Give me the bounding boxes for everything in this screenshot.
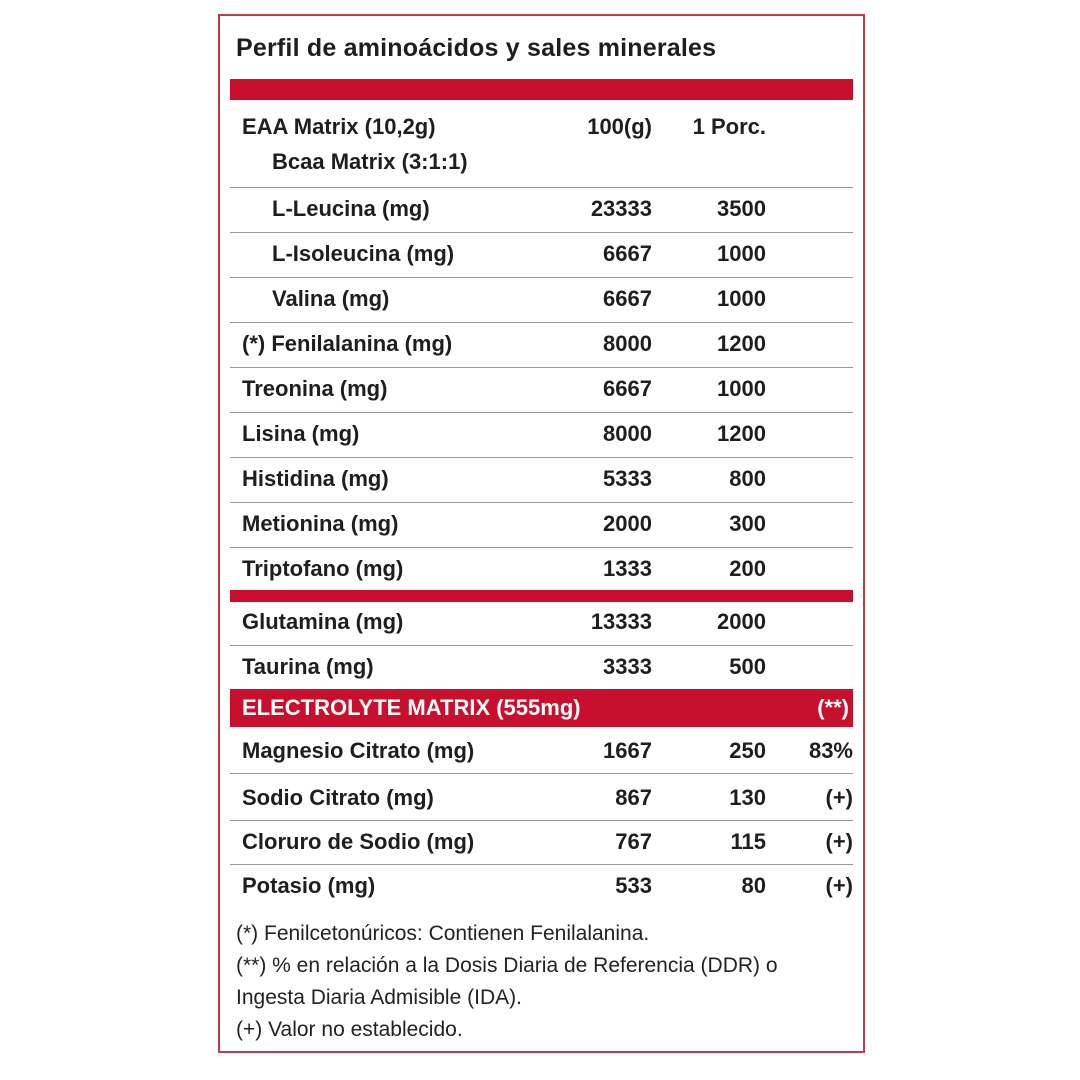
table-row (230, 864, 853, 908)
row-value-100g: 1333 (603, 556, 652, 581)
electrolyte-note-marker: (**) (817, 695, 849, 720)
header-col-100g: 100(g) (587, 114, 652, 139)
row-value-100g: 8000 (603, 331, 652, 356)
row-value-100g: 767 (615, 829, 652, 854)
table-row (230, 729, 853, 773)
table-row (230, 776, 853, 820)
table-row (230, 187, 853, 231)
row-name: L-Isoleucina (mg) (272, 241, 455, 266)
row-value-portion: 115 (730, 829, 766, 854)
row-value-100g: 6667 (603, 286, 652, 311)
row-value-100g: 23333 (590, 196, 652, 221)
row-divider (230, 773, 853, 774)
table-row (230, 322, 853, 366)
header-label: EAA Matrix (10,2g) (242, 114, 436, 139)
row-name: Treonina (mg) (242, 376, 388, 401)
table-row (230, 412, 853, 456)
header-col-portion: 1 Porc. (692, 114, 766, 139)
row-name: Triptofano (mg) (242, 556, 404, 581)
subheader-row (230, 144, 853, 180)
table-row (230, 457, 853, 501)
row-value-100g: 867 (615, 785, 652, 810)
row-value-ddr: (+) (825, 873, 853, 898)
row-name: Lisina (mg) (242, 421, 360, 446)
row-value-portion: 130 (729, 785, 766, 810)
row-name: Metionina (mg) (242, 511, 399, 536)
table-row (230, 367, 853, 411)
row-value-ddr: (+) (825, 785, 853, 810)
row-name: Magnesio Citrato (mg) (242, 738, 475, 763)
nutrition-panel (218, 14, 865, 1053)
row-value-portion: 1000 (717, 286, 766, 311)
electrolyte-title: ELECTROLYTE MATRIX (555mg) (242, 695, 581, 720)
row-value-ddr: 83% (808, 738, 853, 763)
row-value-portion: 1000 (717, 241, 766, 266)
row-name: Potasio (mg) (242, 873, 376, 898)
subheader-label: Bcaa Matrix (3:1:1) (272, 149, 468, 174)
row-value-portion: 1200 (717, 421, 766, 446)
footnote: (**) % en relación a la Dosis Diaria de Referencia (DDR) o (236, 954, 778, 977)
row-value-100g: 2000 (603, 511, 652, 536)
table-row (230, 232, 853, 276)
row-value-portion: 250 (729, 738, 766, 763)
row-value-portion: 200 (729, 556, 766, 581)
table-row (230, 502, 853, 546)
row-name: Sodio Citrato (mg) (242, 785, 434, 810)
row-value-portion: 300 (729, 511, 766, 536)
row-value-ddr: (+) (825, 829, 853, 854)
row-value-portion: 1000 (717, 376, 766, 401)
table-row (230, 820, 853, 864)
header-red-bar (230, 79, 853, 100)
table-row (230, 600, 853, 644)
row-name: L-Leucina (mg) (272, 196, 430, 221)
footnote: (+) Valor no establecido. (236, 1018, 463, 1041)
row-value-portion: 80 (741, 873, 766, 898)
row-value-100g: 5333 (603, 466, 652, 491)
row-name: Histidina (mg) (242, 466, 389, 491)
table-row (230, 645, 853, 689)
row-value-100g: 6667 (603, 241, 652, 266)
row-name: (*) Fenilalanina (mg) (242, 331, 453, 356)
footnotes (236, 918, 778, 1046)
row-name: Cloruro de Sodio (mg) (242, 829, 475, 854)
row-value-100g: 1667 (603, 738, 652, 763)
row-value-100g: 533 (615, 873, 652, 898)
row-value-portion: 500 (729, 654, 766, 679)
footnote: (*) Fenilcetonúricos: Contienen Fenilalanina. (236, 922, 650, 945)
row-value-100g: 3333 (603, 654, 652, 679)
table-row (230, 547, 853, 591)
panel-title: Perfil de aminoácidos y sales minerales (236, 34, 717, 62)
row-value-portion: 800 (729, 466, 766, 491)
row-value-portion: 3500 (717, 196, 766, 221)
footnote: Ingesta Diaria Admisible (IDA). (236, 986, 522, 1009)
row-value-portion: 2000 (717, 609, 766, 634)
row-name: Glutamina (mg) (242, 609, 404, 634)
row-value-100g: 6667 (603, 376, 652, 401)
row-value-portion: 1200 (717, 331, 766, 356)
electrolyte-header (230, 689, 853, 727)
table-row (230, 277, 853, 321)
row-value-100g: 13333 (590, 609, 652, 634)
row-name: Taurina (mg) (242, 654, 374, 679)
row-name: Valina (mg) (272, 286, 390, 311)
row-value-100g: 8000 (603, 421, 652, 446)
